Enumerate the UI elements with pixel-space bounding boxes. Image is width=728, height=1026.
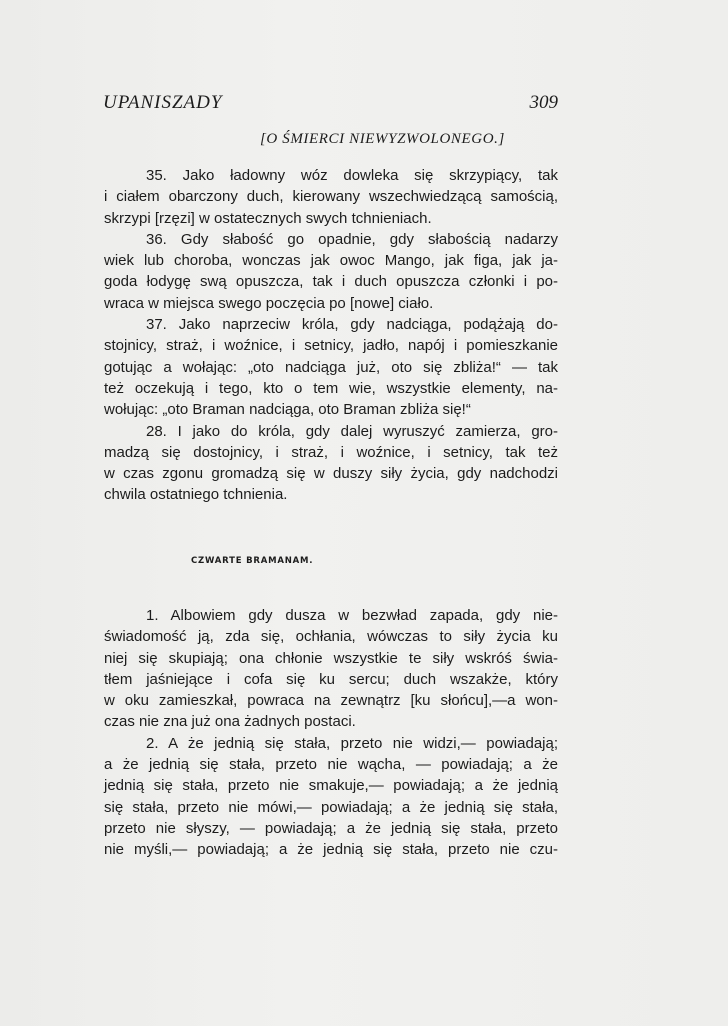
text-line: wraca w miejsca swego poczęcia po [nowe] ciało. [104,294,434,312]
text-line: 35. Jako ładowny wóz dowleka się skrzypiący, tak [146,167,558,184]
text-line: 36. Gdy słabość go opadnie, gdy słabością nadarzy [146,230,558,248]
text-line: niej się skupiają; ona chłonie wszystkie te siły wskróś świa- [104,649,558,667]
text-line: przeto nie słyszy, — powiadają; a że jednią się stała, przeto [104,819,558,837]
text-line: wołując: „oto Braman nadciąga, oto Braman zbliża się!“ [104,401,471,419]
text-line: wiek lub choroba, wonczas jak owoc Mango, jak figa, jak ja- [104,252,558,270]
text-line: madzą się dostojnicy, i straż, i woźnice, i setnicy, tak też [104,443,558,461]
text-line: czas nie zna już ona żadnych postaci. [104,713,356,731]
running-title: UPANISZADY [103,92,223,113]
text-line: gotując a wołając: „oto nadciąga już, oto się zbliża!“ — tak [104,358,558,376]
text-line: jednią się stała, przeto nie smakuje,— powiadają; a że jednią [104,777,558,795]
text-line: nie myśli,— powiadają; a że jednią się stała, przeto nie czu- [104,841,558,859]
text-line: 28. I jako do króla, gdy dalej wyruszyć zamierza, gro- [146,422,558,440]
text-line: w czas zgonu gromadzą się w duszy siły życia, gdy nadchodzi [104,465,558,483]
page-number: 309 [529,92,558,113]
text-line: stojnicy, straż, i woźnice, i setnicy, jadło, napój i pomieszkanie [104,337,558,355]
subheading: CZWARTE BRAMANAM. [191,556,314,566]
page-header [103,92,558,116]
text-line: się stała, przeto nie mówi,— powiadają; a że jednią się stała, [104,798,558,816]
text-line: świadomość ją, zda się, ochłania, wówczas to siły życia ku [104,628,558,646]
text-line: też oczekują i tego, kto o tem wie, wszystkie elementy, na- [104,379,558,397]
text-line: 37. Jako naprzeciw króla, gdy nadciąga, podążają do- [146,316,558,334]
text-line: skrzypi [rzęzi] w ostatecznych swych tchnieniach. [104,209,432,227]
text-line: i ciałem obarczony duch, kierowany wszechwiedzącą samością, [104,188,558,206]
text-block-verses-1-2 [104,605,558,861]
text-line: chwila ostatniego tchnienia. [104,486,288,504]
text-line: w oku zamieszkał, powraca na zewnątrz [ku słońcu],—a won- [104,692,558,710]
text-line: tłem jaśniejące i cofa się ku sercu; duch wszakże, który [104,670,558,688]
text-line: a że jednią się stała, przeto nie wącha, — powiadają; a że [104,756,558,774]
section-title: [O ŚMIERCI NIEWYZWOLONEGO.] [260,131,505,147]
text-line: 2. A że jednią się stała, przeto nie widzi,— powiadają; [146,734,558,752]
text-block-verses-35-28 [104,165,558,506]
text-line: goda łodygę swą opuszcza, tak i duch opuszcza członki i po- [104,273,558,291]
text-line: 1. Albowiem gdy dusza w bezwład zapada, gdy nie- [146,607,558,624]
